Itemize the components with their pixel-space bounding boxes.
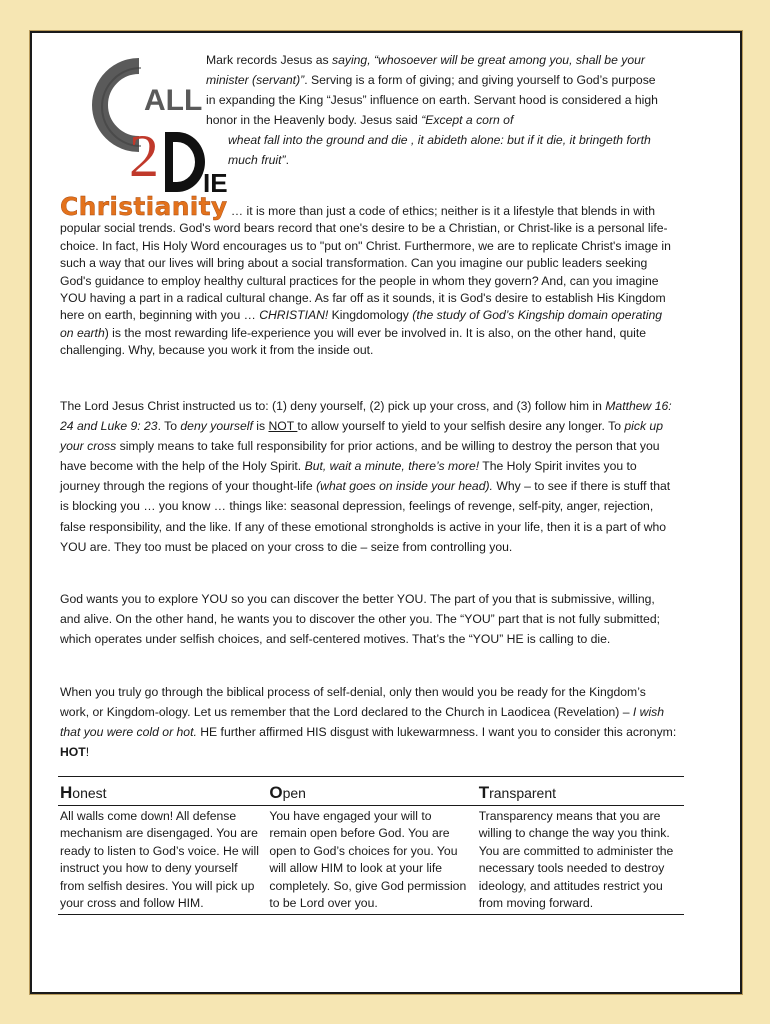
hot-acronym-table [58, 776, 684, 915]
deny-yourself-paragraph: The Lord Jesus Christ instructed us to: (1) deny yourself, (2) pick up your cross, and (3) follow him in Matthew 16: 24 and Luke 9: 23. To deny yourself is NOT to allow yourself to yield to your selfish desire any longer. To pick up your cross simply means to take full responsibility for prior actions, and be willing to destroy the person that you have become with the help of the Holy Spirit. But, wait a minute, there’s more! The Holy Spirit invites you to journey through the regions of your thought-life (what goes on inside your head). Why – to see if there is stuff that is blocking you … you know … things like: seasonal depression, feelings of revenge, self-pity, anger, rejection, false responsibility, and the like. If any of these emotional strongholds is active in your life, then it is a part of who YOU are. They too must be placed on your cross to die – seize from controlling you. [60, 399, 672, 554]
header-transparent: Transparent [477, 777, 684, 806]
cell-open: You have engaged your will to remain open before God. You are open to God’s choices for you. You will allow HIM to look at your life completely. So, give God permission to be Lord over you. [267, 806, 476, 915]
cell-honest: All walls come down! All defense mechanism are disengaged. You are ready to listen to God’s voice. He will instruct you how to deny yourself from selfish desires. You will pick up your cross and follow HIM. [58, 806, 267, 915]
header-honest: Honest [58, 777, 267, 806]
svg-text:IE: IE [203, 168, 228, 198]
svg-text:2: 2 [129, 123, 159, 189]
table-row [58, 806, 684, 915]
explore-you-paragraph: God wants you to explore YOU so you can discover the better YOU. The part of you that is submissive, willing, and alive. On the other hand, he wants you to discover the other you. The “YOU” part that is not fully submitted; which operates under selfish choices, and self-centered motives. That’s the “YOU” HE is calling to die. [60, 592, 660, 647]
christianity-paragraph: Christianity … it is more than just a code of ethics; neither is it a lifestyle that blends in with popular social trends. God's word bears record that one's desire to be a Christian, or Christ-like is a personal life-choice. In fact, His Holy Word encourages us to "put on" Christ. Furthermore, we are to replicate Christ's image in such a way that our lives will bring about a social transformation. Can you imagine our public leaders seeking God's guidance to employ healthy cultural practices for the people in whom they govern? And, can you imagine YOU having a part in a radical cultural change. As far off as it sounds, it is God's desire to establish His Kingdom here on earth, beginning with you … CHRISTIAN! Kingdomology (the study of God’s Kingship domain operating on earth) is the most rewarding life-experience you will ever be involved in. It is also, on the other hand, quite challenging. Why, because you work it from the inside out. [60, 192, 671, 358]
header-open: Open [267, 777, 476, 806]
intro-paragraph: Mark records Jesus as saying, “whosoever will be great among you, shall be your minister (servant)”. Serving is a form of giving; and giving yourself to God’s purpose in expanding the King “Jesus” influence on earth. Servant hood is considered a high honor in the Heavenly body. Jesus said “Except a corn of wheat fall into the ground and die , it abideth alone: but if it die, it bringeth forth much fruit”. [206, 53, 658, 167]
call-2-die-logo [57, 48, 229, 198]
svg-text:ALL: ALL [144, 84, 203, 117]
cell-transparent: Transparency means that you are willing to change the way you think. You are committed to administer the necessary tools needed to destroy ideology, and attitudes restrict you from moving forward. [477, 806, 684, 915]
christianity-heading: Christianity [60, 192, 228, 221]
self-denial-paragraph: When you truly go through the biblical process of self-denial, only then would you be ready for the Kingdom’s work, or Kingdom-ology. Let us remember that the Lord declared to the Church in Laodicea (Revelation) – I wish that you were cold or hot. HE further affirmed HIS disgust with lukewarmness. I want you to consider this acronym: HOT! [60, 685, 677, 760]
